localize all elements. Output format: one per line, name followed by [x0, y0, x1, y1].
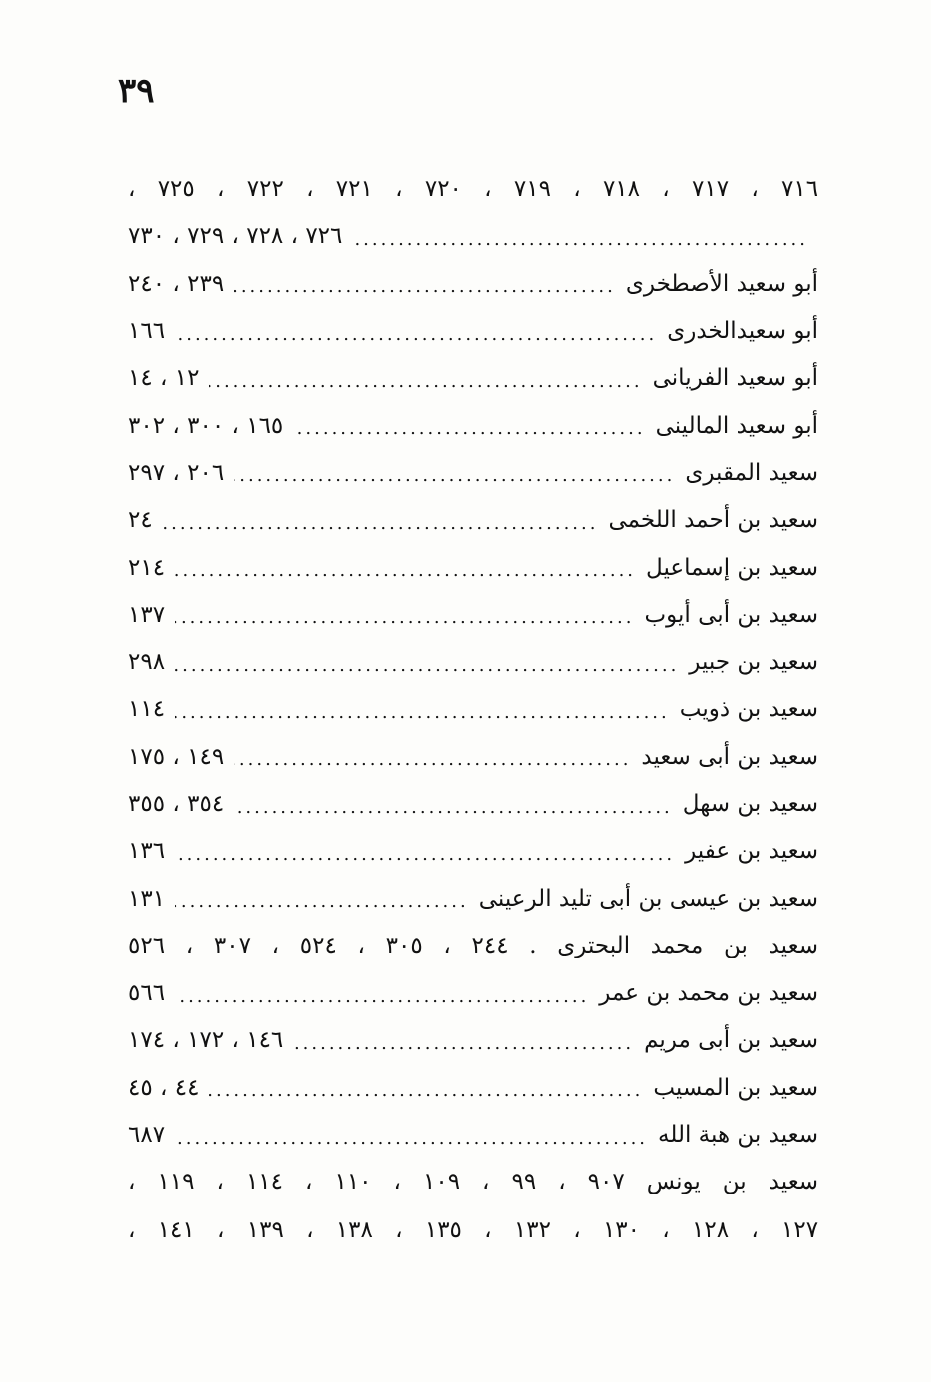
- index-entry: [128, 1017, 818, 1064]
- leader-dots: [234, 799, 673, 817]
- entry-pages: ١٣٧: [128, 601, 166, 628]
- entry-name: سعيد بن أبى مريم: [644, 1027, 818, 1054]
- entry-name: سعيد بن المسيب: [653, 1074, 818, 1101]
- entry-name: أبو سعيد الفريانى: [652, 365, 818, 392]
- entry-name: سعيد بن جبير: [689, 649, 818, 676]
- leader-dots: [175, 326, 657, 344]
- index-entries: [128, 166, 818, 1254]
- index-entry: [128, 1159, 818, 1206]
- index-entry: [128, 497, 818, 544]
- entry-name: سعيد بن أحمد اللخمى: [608, 507, 818, 534]
- entry-name: أبو سعيد المالينى: [655, 412, 818, 439]
- entry-name: سعيد بن ذويب: [679, 696, 818, 723]
- entry-pages: ٢٩٨: [128, 649, 166, 676]
- leader-dots: [175, 846, 675, 864]
- index-entry: [128, 875, 818, 922]
- leader-dots: [234, 751, 631, 769]
- index-entry-continuation: [128, 1207, 818, 1254]
- entry-name: سعيد المقبرى: [685, 459, 818, 486]
- entry-pages: ١٦٥ ، ٣٠٠ ، ٣٠٢: [128, 412, 284, 439]
- entry-name: سعيد بن عيسى بن أبى تليد الرعينى: [478, 885, 818, 912]
- leader-dots: [175, 609, 634, 627]
- leader-dots: [209, 373, 642, 391]
- index-entry: [128, 261, 818, 308]
- entry-pages: ٢٤: [128, 507, 153, 534]
- leader-dots: [175, 704, 670, 722]
- entry-pages: ٢١٤: [128, 554, 166, 581]
- entry-pages: ٥٦٦: [128, 980, 166, 1007]
- entry-pages: ٧٢٦ ، ٧٢٨ ، ٧٢٩ ، ٧٣٠: [128, 223, 343, 250]
- index-entry: [128, 686, 818, 733]
- entry-pages: ١٢ ، ١٤: [128, 365, 200, 392]
- leader-dots: [209, 1082, 643, 1100]
- entry-name: سعيد بن محمد بن عمر: [599, 980, 818, 1007]
- leader-dots: [352, 231, 808, 249]
- entry-text: ١٢٧ ، ١٢٨ ، ١٣٠ ، ١٣٢ ، ١٣٥ ، ١٣٨ ، ١٣٩ ، ١٤١ ،: [128, 1218, 818, 1242]
- leader-dots: [293, 420, 645, 438]
- entry-name: سعيد بن أبى أيوب: [644, 601, 818, 628]
- leader-dots: [234, 467, 675, 485]
- entry-pages: ٤٤ ، ٤٥: [128, 1074, 200, 1101]
- index-entry: [128, 450, 818, 497]
- entry-name: سعيد بن أبى سعيد: [641, 743, 818, 770]
- index-entry: [128, 639, 818, 686]
- index-entry: [128, 308, 818, 355]
- entry-pages: ٢٣٩ ، ٢٤٠: [128, 270, 225, 297]
- entry-pages: ١١٤: [128, 696, 166, 723]
- index-entry: [128, 828, 818, 875]
- index-entry: [128, 734, 818, 781]
- index-entry: [128, 923, 818, 970]
- entry-name: أبو سعيد الأصطخرى: [625, 270, 818, 297]
- page-number: ٣٩: [118, 71, 155, 111]
- index-entry-continuation: [128, 166, 818, 213]
- entry-pages: ٦٨٧: [128, 1122, 166, 1149]
- index-entry: [128, 1112, 818, 1159]
- leader-dots: [234, 278, 616, 296]
- index-entry: [128, 1065, 818, 1112]
- entry-pages: ١٤٩ ، ١٧٥: [128, 743, 225, 770]
- leader-dots: [175, 562, 636, 580]
- leader-dots: [293, 1035, 634, 1053]
- entry-name: سعيد بن عفير: [685, 838, 818, 865]
- leader-dots: [175, 657, 679, 675]
- entry-pages: ٢٠٦ ، ٢٩٧: [128, 459, 225, 486]
- index-entry: [128, 781, 818, 828]
- index-entry: [128, 970, 818, 1017]
- leader-dots: [175, 988, 589, 1006]
- entry-text: ٧١٦ ، ٧١٧ ، ٧١٨ ، ٧١٩ ، ٧٢٠ ، ٧٢١ ، ٧٢٢ ، ٧٢٥ ،: [128, 178, 818, 202]
- leader-dots: [175, 893, 469, 911]
- leader-dots: [175, 1130, 648, 1148]
- entry-pages: ١٣٦: [128, 838, 166, 865]
- entry-name: أبو سعيدالخدرى: [667, 318, 818, 345]
- index-entry: [128, 544, 818, 591]
- entry-pages: ١٣١: [128, 885, 166, 912]
- entry-text: سعيد بن يونس ٩٠٧ ، ٩٩ ، ١٠٩ ، ١١٠ ، ١١٤ ، ١١٩ ،: [128, 1171, 818, 1195]
- index-entry: [128, 592, 818, 639]
- entry-pages: ١٤٦ ، ١٧٢ ، ١٧٤: [128, 1027, 284, 1054]
- index-entry-continuation: [128, 213, 818, 260]
- entry-pages: ١٦٦: [128, 318, 166, 345]
- entry-name: سعيد بن سهل: [682, 791, 818, 817]
- entry-text: سعيد بن محمد البحترى . ٢٤٤ ، ٣٠٥ ، ٥٢٤ ، ٣٠٧ ، ٥٢٦: [128, 934, 818, 958]
- entry-name: سعيد بن إسماعيل: [646, 554, 818, 581]
- leader-dots: [163, 515, 599, 533]
- entry-pages: ٣٥٤ ، ٣٥٥: [128, 791, 225, 817]
- entry-name: سعيد بن هبة الله: [658, 1122, 818, 1149]
- index-entry: [128, 355, 818, 402]
- index-entry: [128, 402, 818, 449]
